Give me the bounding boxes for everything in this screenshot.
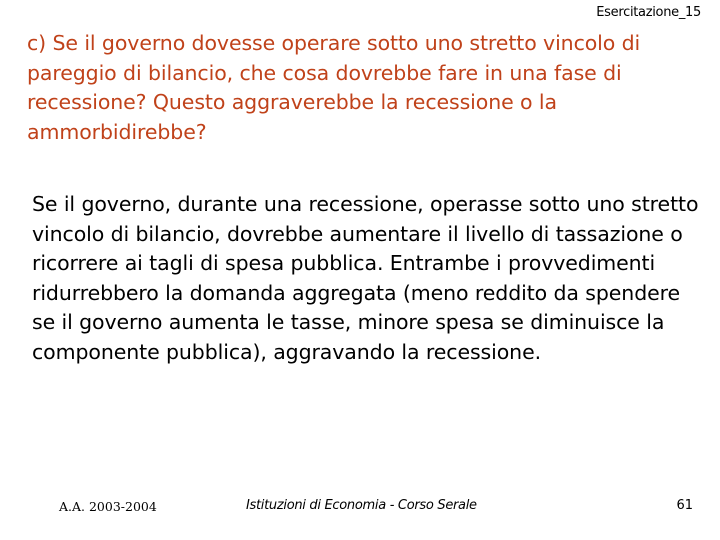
footer-page-number: 61 (676, 498, 693, 513)
footer-academic-year: A.A. 2003-2004 (59, 499, 157, 514)
footer-course-title: Istituzioni di Economia - Corso Serale (246, 498, 477, 513)
question-text: c) Se il governo dovesse operare sotto uno stretto vincolo di pareggio di bilancio, che cosa dovrebbe fare in una fase di recessione? Questo aggraverebbe la recessione o la ammorbidirebbe? (27, 31, 641, 144)
answer-text: Se il governo, durante una recessione, operasse sotto uno stretto vincolo di bilancio, dovrebbe aumentare il livello di tassazione o ricorrere ai tagli di spesa pubblica. Entrambe i provvedimenti ridurrebbero la domanda aggregata (meno reddito da spendere se il governo aumenta le tasse, minore spesa se diminuisce la componente pubblica), aggravando la recessione. (32, 192, 699, 364)
slide-header-tag: Esercitazione_15 (596, 5, 701, 20)
